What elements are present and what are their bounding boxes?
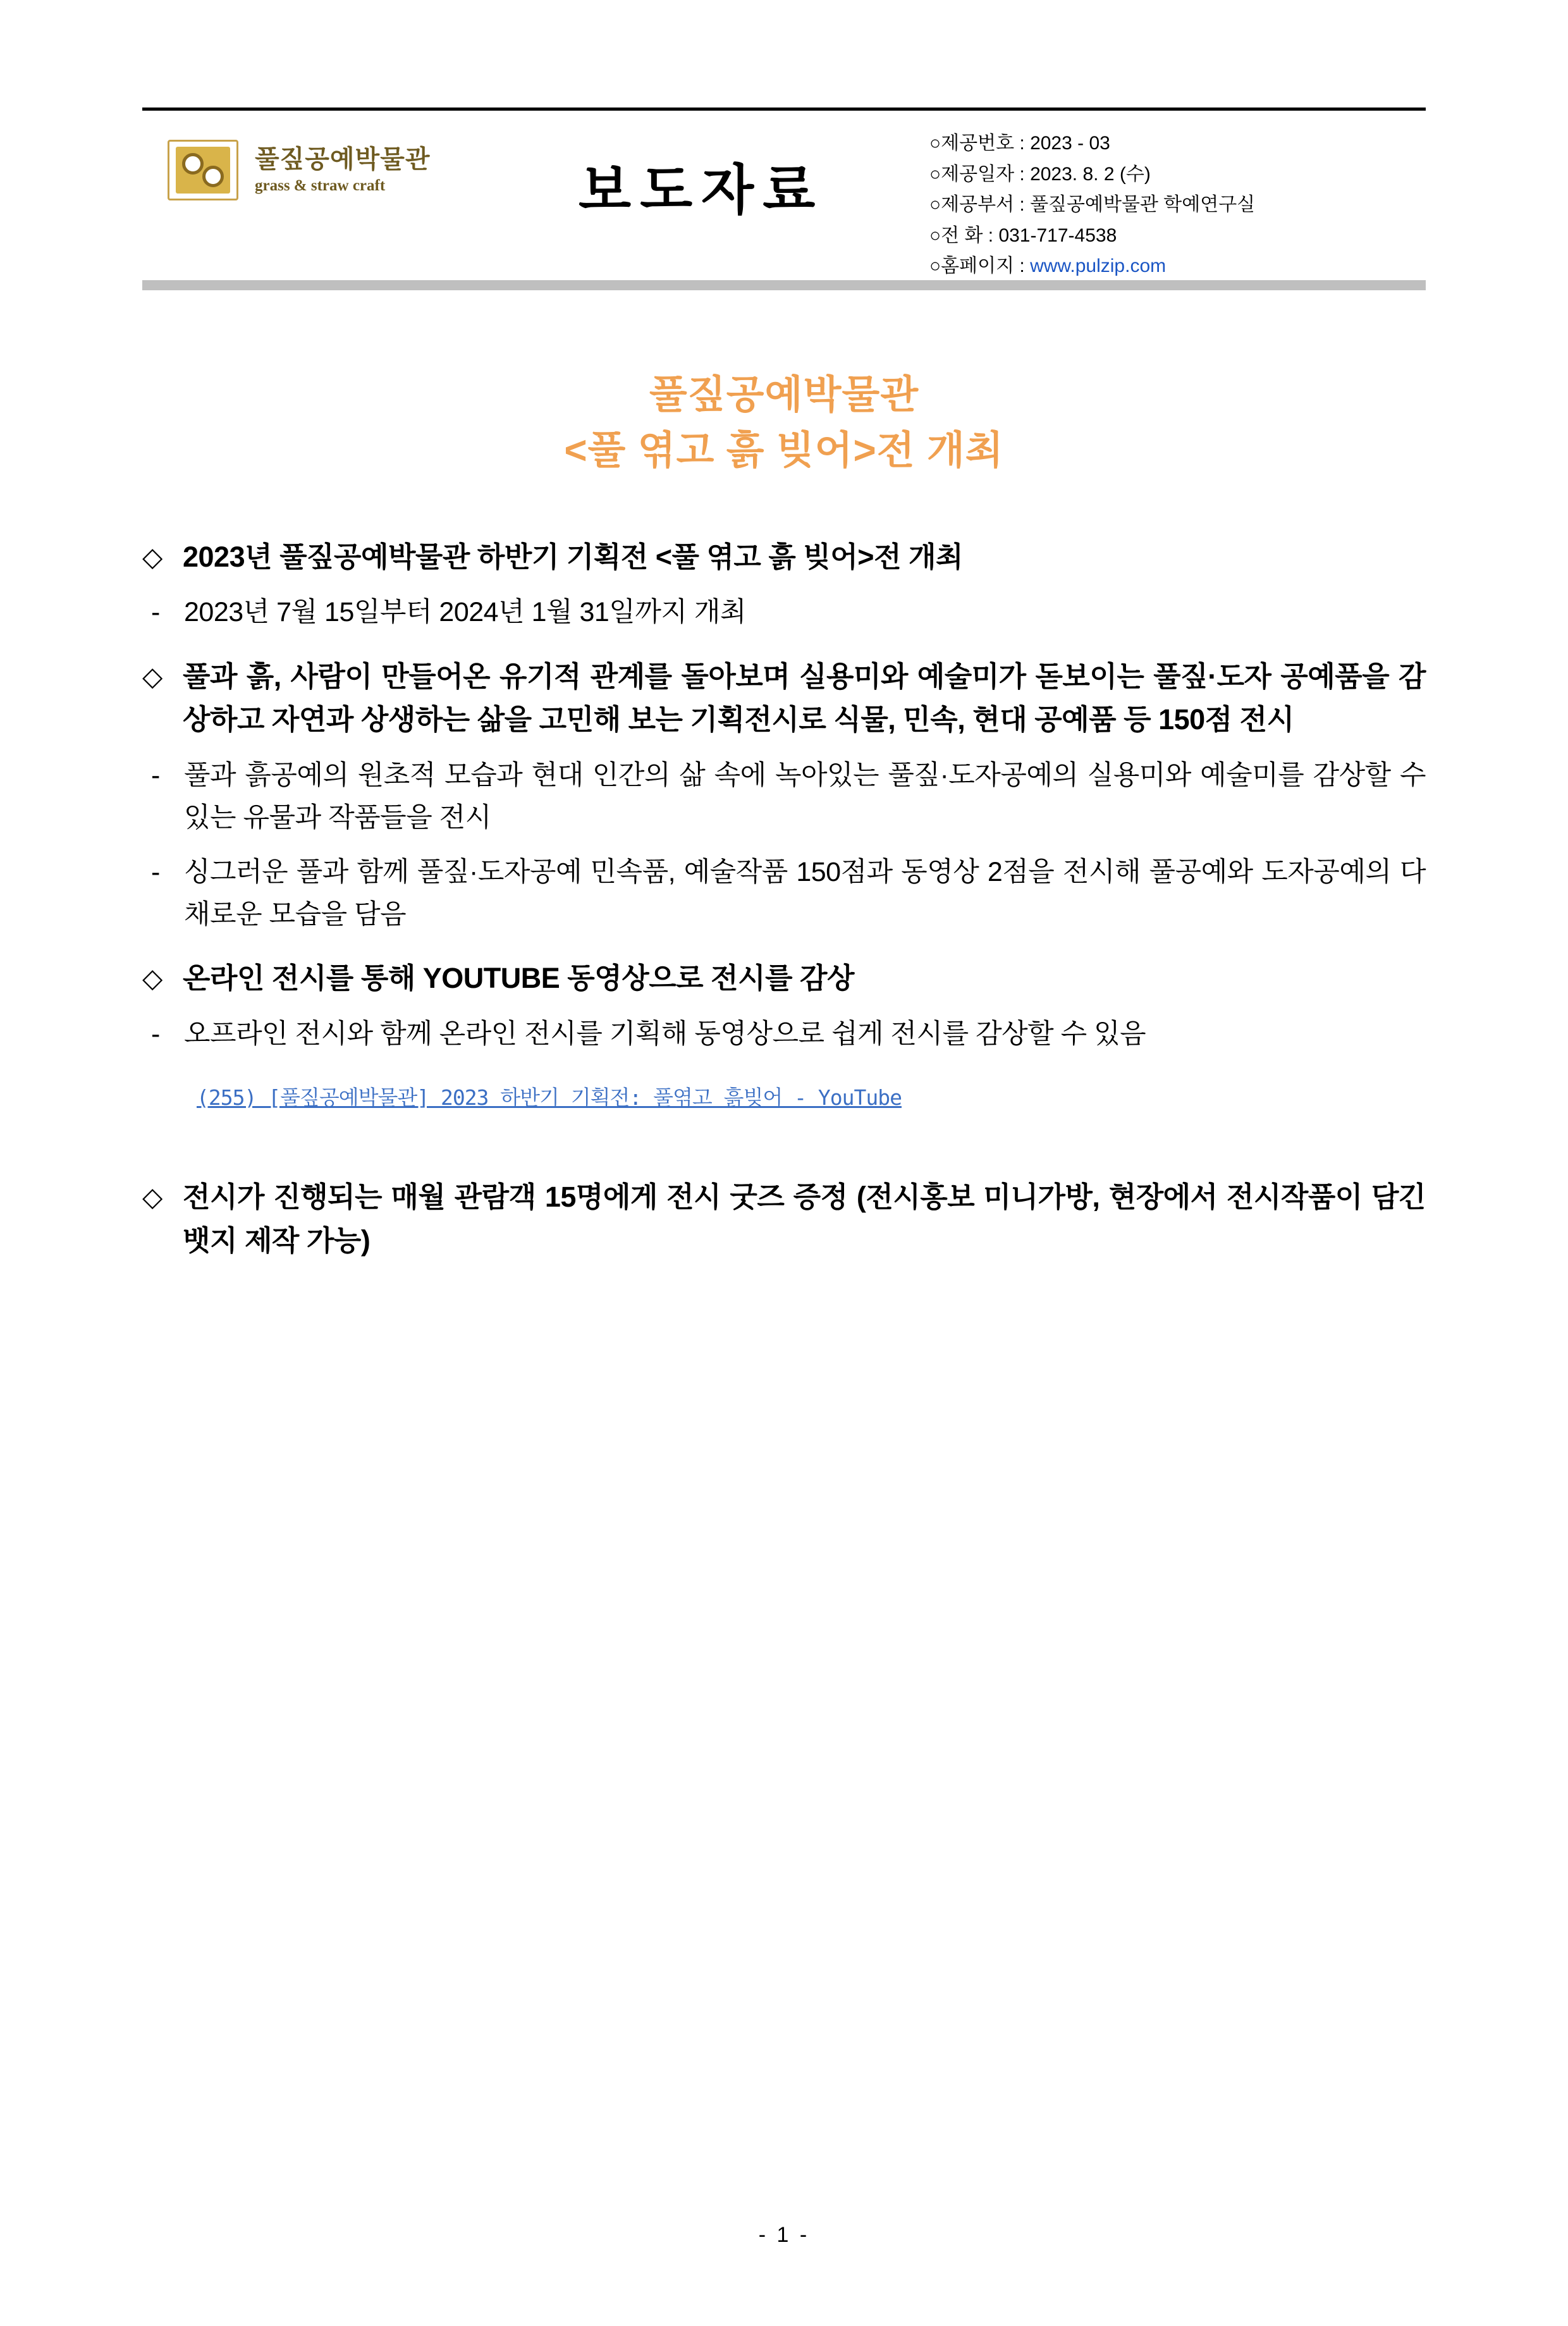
spacer xyxy=(142,1111,1426,1154)
dash-bullet-icon: - xyxy=(151,1018,160,1049)
meta-label-phone: 전 화 : xyxy=(941,225,994,246)
circle-bullet-icon: ○ xyxy=(929,163,941,185)
section-2-dash-1-text: 풀과 흙공예의 원초적 모습과 현대 인간의 삶 속에 녹아있는 풀짚·도자공예의 실용미와 예술미를 감상할 수 있는 유물과 작품들을 전시 xyxy=(184,760,1426,833)
circle-bullet-icon: ○ xyxy=(929,133,941,154)
section-1-heading: 2023년 풀짚공예박물관 하반기 기획전 <풀 엮고 흙 빚어>전 개최 xyxy=(183,541,963,574)
meta-row-phone xyxy=(929,221,1255,252)
meta-value-phone: 031-717-4538 xyxy=(998,225,1117,246)
section-2-dash-2-text: 싱그러운 풀과 함께 풀짚·도자공예 민속품, 예술작품 150점과 동영상 2점을 전시해 풀공예와 도자공예의 다채로운 모습을 담음 xyxy=(184,857,1426,930)
meta-value-department: 풀짚공예박물관 학예연구실 xyxy=(1030,194,1256,216)
logo-korean-name: 풀짚공예박물관 xyxy=(255,145,431,174)
diamond-bullet-icon: ◇ xyxy=(142,1182,162,1212)
dash-bullet-icon: - xyxy=(151,760,160,791)
meta-value-date: 2023. 8. 2 (수) xyxy=(1030,163,1151,185)
header-meta-list xyxy=(929,128,1255,282)
section-item-4 xyxy=(142,1176,1426,1262)
youtube-link[interactable]: (255) [풀짚공예박물관] 2023 하반기 기획전: 풀엮고 흙빚어 - YouTube xyxy=(197,1085,902,1111)
logo-emblem-icon xyxy=(168,140,238,200)
dash-bullet-icon: - xyxy=(151,857,160,888)
section-3-dash-1-text: 오프라인 전시와 함께 온라인 전시를 기획해 동영상으로 쉽게 전시를 감상할 수 있음 xyxy=(184,1018,1146,1049)
circle-bullet-icon: ○ xyxy=(929,225,941,246)
section-item-3 xyxy=(142,957,1426,1000)
section-item-1 xyxy=(142,536,1426,579)
document-body xyxy=(142,536,1426,1262)
meta-label-homepage: 홈페이지 : xyxy=(941,255,1025,277)
section-2-heading: 풀과 흙, 사람이 만들어온 유기적 관계를 돌아보며 실용미와 예술미가 돋보이는 풀짚·도자 공예품을 감상하고 자연과 상생하는 삶을 고민해 보는 기획전시로 식물, 민속, 현대 공예품 등 150점 전시 xyxy=(183,660,1426,736)
diamond-bullet-icon: ◇ xyxy=(142,542,162,572)
section-item-2 xyxy=(142,655,1426,742)
section-2-dash-1 xyxy=(142,754,1426,839)
logo-english-name: grass & straw craft xyxy=(255,177,386,195)
page-title xyxy=(142,367,1426,479)
meta-row-homepage xyxy=(929,251,1255,282)
meta-row-department xyxy=(929,190,1255,221)
meta-label-date: 제공일자 : xyxy=(941,163,1025,185)
document-type-title: 보도자료 xyxy=(579,160,824,221)
section-3-dash-1 xyxy=(142,1013,1426,1055)
meta-label-department: 제공부서 : xyxy=(941,194,1025,216)
section-4-heading: 전시가 진행되는 매월 관람객 15명에게 전시 굿즈 증정 (전시홍보 미니가방, 현장에서 전시작품이 담긴 뱃지 제작 가능) xyxy=(183,1181,1426,1257)
homepage-link[interactable]: www.pulzip.com xyxy=(1030,255,1167,277)
dash-bullet-icon: - xyxy=(151,597,160,628)
diamond-bullet-icon: ◇ xyxy=(142,661,162,692)
page-title-line1: 풀짚공예박물관 xyxy=(649,373,919,417)
meta-label-number: 제공번호 : xyxy=(941,133,1025,154)
meta-row-date xyxy=(929,159,1255,190)
page-number: - 1 - xyxy=(758,2223,810,2247)
diamond-bullet-icon: ◇ xyxy=(142,963,162,994)
circle-bullet-icon: ○ xyxy=(929,194,941,216)
section-1-dash-1-text: 2023년 7월 15일부터 2024년 1월 31일까지 개최 xyxy=(184,597,746,628)
section-1-dash-1 xyxy=(142,591,1426,634)
section-3-heading: 온라인 전시를 통해 YOUTUBE 동영상으로 전시를 감상 xyxy=(183,962,854,995)
circle-bullet-icon: ○ xyxy=(929,255,941,277)
page-title-line2: <풀 엮고 흙 빚어>전 개최 xyxy=(564,429,1004,473)
document-header xyxy=(142,111,1426,280)
meta-row-number xyxy=(929,128,1255,159)
museum-logo xyxy=(168,140,560,200)
section-2-dash-2 xyxy=(142,851,1426,935)
document-page xyxy=(0,108,1568,2326)
meta-value-number: 2023 - 03 xyxy=(1030,133,1110,154)
